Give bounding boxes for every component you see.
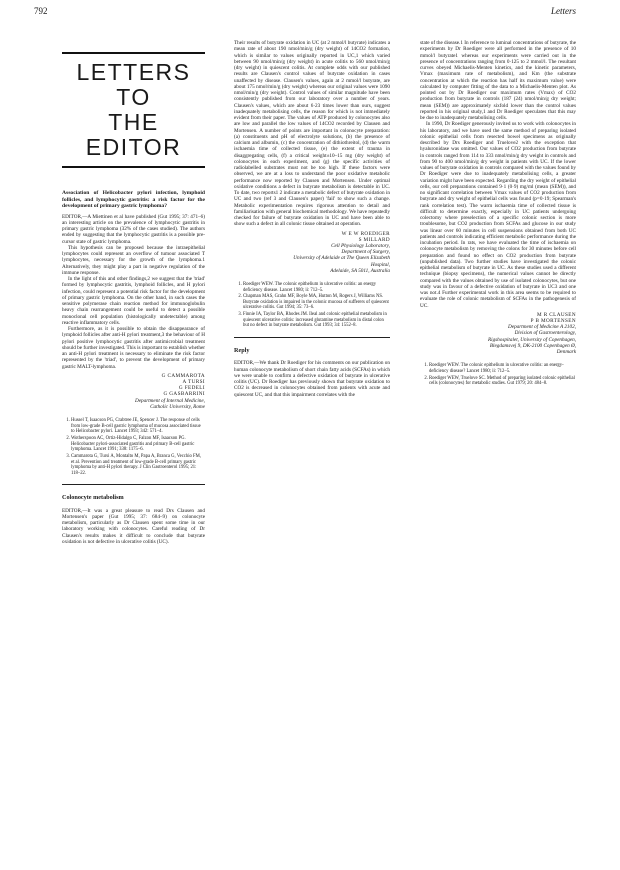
letters-banner [62, 52, 205, 168]
signatory: P B MORTENSEN [530, 317, 576, 324]
reference-item: 3. Cammarota G, Tursi A, Montalto M, Papa A, Branca G, Vecchio FM, et al. Prevention and treatment of low-grade B-cell primary gastric lymphoma by anti-H pylori therapy. J Clin Gastroenterol 1995; 21: 118–22. [71, 454, 205, 476]
letter1-signature [62, 373, 205, 410]
reference-item: 1. Hussel T, Isaacson PG, Crabtree JE, Spencer J. The response of cells from low-grade B-cell gastric lymphoma of mucosa associated tissue to Helicobacter pylori. Lancet 1993; 342: 571–4. [71, 418, 205, 435]
reply-signature [420, 312, 576, 355]
letter2-title: Colonocyte metabolism [62, 494, 124, 502]
letter2-references [234, 282, 390, 329]
affiliation-line: Cell Physiology Laboratory, [331, 242, 390, 249]
reply-paragraph: In 1990, Dr Roediger generously invited us to work with colonocytes in his laboratory, and we have used the same method of preparing isolated colonic epithelial cells from resected bowel specimens as originally described by Drs Roediger and Truelove2 with the exception that hyaluronidase was omitted. Our values of CO2 production from butyrate in controls ranged from 114 to 333 nmol/min/g dry weight in controls and from 90 to 400 nmol/min/g dry weight in patients with UC. If the lower values of butyrate oxidation in controls compared with the values found by Dr Roediger were due to inadequately metabolising cells, a greater variation might have been expected. Regarding the dry weight of epithelial cells, our cell preparations contained 9·1 (0·9) mg/ml (mean (SEM)), and no significant correlation between Vmax values of CO2 production from butyrate and dry weight of epithelial cells was found (p=0·19; Spearman's rank correlation test). The warm ischaemia time of collected tissue is difficult to determine exactly, especially in UC patients undergoing colectomy where preselection of a specific colonic section is more troublesome, but CO2 production from SCFAs and glucose in our study was linear over 60 minutes in cell suspensions obtained from both UC patients and controls indicating efficient metabolic performance during the incubation period. In rats, we have evaluated the time of ischaemia on colonocyte metabolism by removing the colons for 30 minutes before cell preparation and found no effect on CO2 production from butyrate (unpublished data). Two further studies have investigated the colonic epithelial metabolism of butyrate in UC. As these studies used a different technique (biopsy specimens), the numerical values cannot be directly compared with the values obtained by use of isolated colonocytes, but one study was in favour of a defective oxidation of butyrate in UC3 and one was not.4 Further experimental work in this area seems to be required to evaluate the role of colonic metabolism of SCFAs in the pathogenesis of UC. [420, 121, 576, 309]
reference-item: 1. Roediger WEW. The colonic epithelium in ulcerative colitis: an energy deficiency disease. Lancet 1980; ii: 712–5. [243, 282, 390, 293]
column-1 [62, 40, 205, 545]
signatory: S MILLARD [358, 236, 390, 243]
reference-item: 2. Wotherspoon AC, Ortiz-Hidalgo C, Falzon MF, Isaacson PG. Helicobacter pylori-associated gastritis and primary B-cell gastric lymphoma. Lancet 1991; 338: 1175–6. [71, 436, 205, 453]
reference-item: 3. Finnie IA, Taylor BA, Rhodes JM. Ileal and colonic epithelial metabolism in quiescent ulcerative colitis: increased glutamine metabolism in distal colon but no defect in butyrate metabolism. Gut 1993; 34: 1552–8. [243, 312, 390, 329]
affiliation-line: Department of Surgery, [341, 249, 390, 256]
signatory: A TURSI [182, 378, 205, 385]
reply-paragraph: EDITOR,—We thank Dr Roediger for his comments on our publication on human colonocyte metabolism of short chain fatty acids (SCFAs) in which we were unable to confirm a defective oxidation of butyrate in ulcerative colitis (UC). Dr Roediger has previously shown that butyrate oxidation to CO2 is decreased in colonocytes obtained from patients with acute and quiescent UC, and that this impairment correlates with the [234, 360, 390, 398]
affiliation-line: University of Adelaide at The Queen Elizabeth [293, 255, 390, 262]
reply-title: Reply [234, 347, 250, 355]
letter1-paragraph: This hypothesis can be proposed because the intraepithelial lymphocytes could represent an overflow of tumour associated T lymphocytes, necessary for the growth of the lymphoma.1 Alternatively, they might play a part in negative regulation of the immune response. [62, 244, 205, 276]
letter1-title: Association of Helicobacter pylori infection, lymphoid follicles, and lymphocytic gastritis: a risk factor for the development of primary gastric lymphoma? [62, 190, 205, 209]
page-number: 792 [34, 6, 48, 16]
letter1-paragraph: In the light of this and other findings,2 we suggest that the 'triad' formed by lymphocytic gastritis, lymphoid follicles, and H pylori infection, could represent a potential risk factor for the development of primary gastric lymphoma. On the other hand, in such cases the sensitive polymerase chain reaction method for immunoglobulin heavy chain rearrangement could be useful to detect a possible monoclonal cell population (histologically undetectable) among reactive inflammatory cells. [62, 276, 205, 326]
affiliation-line: Rigshospitalet, University of Copenhagen, [487, 336, 576, 343]
affiliation-line: Department of Internal Medicine, [134, 397, 205, 404]
running-header [0, 6, 620, 18]
column-3 [420, 40, 576, 388]
affiliation-line: Division of Gastroenterology, [514, 330, 576, 337]
section-label: Letters [550, 6, 576, 16]
reference-item: 2. Chapman MAS, Grahn MF, Boyle MA, Hutton M, Rogers J, Williams NS. Butyrate oxidation is impaired in the colonic mucosa of sufferers of quiescent ulcerative colitis. Gut 1994; 35: 73–6. [243, 294, 390, 311]
banner-line-1: LETTERS TO [76, 59, 191, 110]
banner-line-2: THE EDITOR [85, 109, 182, 160]
letter2-paragraph: Their results of butyrate oxidation in UC (at 2 mmol/l butyrate) indicates a mean rate of about 190 nmol/min/g (dry weight) of 14CO2 formation, which is similar to values originally reported in UC,1 which varied between 90 nmol/min/g (dry weight) in acute colitis to 560 nmol/min/g (dry weight) in quiescent colitis. At complete odds with our published results are Clausen's control values of butyrate oxidation in cases unaffected by disease. Clausen's values, again at 2 mmol/l butyrate, are about 175 nmol/min/g (dry weight) whereas our original values were 1090 nmol/min/g (dry weight). Control values of similar magnitude have been consistently published from our laboratory over a number of years. Clausen's values, which are about 6·23 times lower than ours, suggest inadequately metabolising cells, the reason for which is not immediately evident from their paper. The values of ATP produced by colonocytes also are low and parallel the low values of 14CO2 recorded by Clausen and Mortensen. A number of points are important in colonocyte preparation: (a) constituents and pH of electrolyte solutions, (b) the presence of calcium and albumin, (c) the concentration of dithiothreitol, (d) the warm ischaemia time of collected tissue, (e) the extent of trauma in disaggregating cells, (f) a critical weight±10–15 mg (dry weight) of colonocytes in each experiment, and (g) the specific activities of radiolabelled substrates must not be too high. If these factors were observed, we are at a loss to understand the poor oxidative metabolic performance now reported by Clausen and Mortensen. Under optimal oxidative conditions a defect in butyrate metabolism is detectable in UC. To date, two reports1 2 indicate a metabolic defect of butyrate oxidation in UC and two (ref 3 and Clausen's paper) 'fail' to show such a change. Metabolic experimentation requires rigorous attention to detail and familiarisation with general biochemical methodology. We have repeatedly checked for failure of butyrate oxidation in UC and have been able to show such a defect in all colonic tissue obtained at operation. [234, 40, 390, 228]
letter1-references [62, 418, 205, 476]
affiliation-line: Catholic University, Rome [150, 403, 205, 410]
affiliation-line: Hospital, [370, 261, 390, 268]
reference-item: 1. Roediger WEW. The colonic epithelium in ulcerative colitis: an energy-deficiency disease? Lancet 1980; ii: 712–5. [429, 363, 576, 374]
signatory: M R CLAUSEN [537, 311, 576, 318]
letter1-paragraph: EDITOR,—A Miettinen et al have published (Gut 1995; 37: 471–6) an interesting article on the prevalence of lymphocytic gastritis in primary gastric lymphoma (32% of the cases studied). The authors ended by suggesting that the lymphocytic gastritis is a possible pre-cursor state of gastric lymphoma. [62, 213, 205, 245]
reference-item: 2. Roediger WEW, Truelove SC. Method of preparing isolated colonic epithelial cells (colonocytes) for metabolic studies. Gut 1979; 20: 484–8. [429, 376, 576, 387]
divider [234, 337, 390, 338]
letter2-paragraph: EDITOR,—It was a great pleasure to read Drs Clausen and Mortensen's paper (Gut 1995; 37: 684–9) on colonocyte metabolism, particularly as Dr Clausen spent some time in our laboratory working with colonocytes. Careful reading of Dr Clausen's results makes it difficult to conclude that butyrate oxidation is not defective in ulcerative colitis (UC). [62, 507, 205, 545]
affiliation-line: Adelaide, SA 5011, Australia [330, 267, 390, 274]
letter1-paragraph: Furthermore, as it is possible to obtain the disappearance of lymphoid follicles after anti-H pylori treatment,3 the behaviour of H pylori positive lymphocytic gastritis after antimicrobial treatment should be further investigated. This is important to establish whether an anti-H pylori treatment is necessary to eliminate the risk factor represented by the 'triad', to prevent the development of primary gastric MALT-lymphoma. [62, 326, 205, 370]
affiliation-line: Denmark [556, 348, 576, 355]
reply-paragraph: state of the disease.1 In reference to luminal concentrations of butyrate, the experiments by Dr Roediger were all performed in the presence of 10 mmol/l butyrate1 whereas our experiments were carried out in the presence of concentrations ranging from 0·125 to 2 mmol/l. The resultant curves obeyed Michaelis-Menten kinetics, and the kinetic parameters, Vmax (maximum rate of metabolism), and Km (the substrate concentration at which the reaction has half its maximum value) were calculated by computer fitting of the data to a Michaelis-Menten plot. As pointed out by Dr Roediger our maximum rates (Vmax) of CO2 production from butyrate in controls (187 (24) nmol/min/g dry weight; mean (SEM)) are approximately sixfold lower than the control values reported in his original study,1 and Dr Roediger speculates that this may be due to inadequately metabolising cells. [420, 40, 576, 121]
column-2 [234, 40, 390, 398]
affiliation-line: Blegdamsvej 9, DK-2100 Copenhagen Ø, [489, 342, 576, 349]
signatory: W E W ROEDIGER [341, 230, 390, 237]
signatory: G GASBARRINI [163, 391, 205, 398]
divider [62, 484, 205, 485]
letter2-signature [234, 231, 390, 274]
signatory: G CAMMAROTA [161, 372, 205, 379]
affiliation-line: Department of Medicine A 2102, [508, 324, 576, 331]
reply-references [420, 363, 576, 387]
signatory: G FEDELI [178, 385, 205, 392]
